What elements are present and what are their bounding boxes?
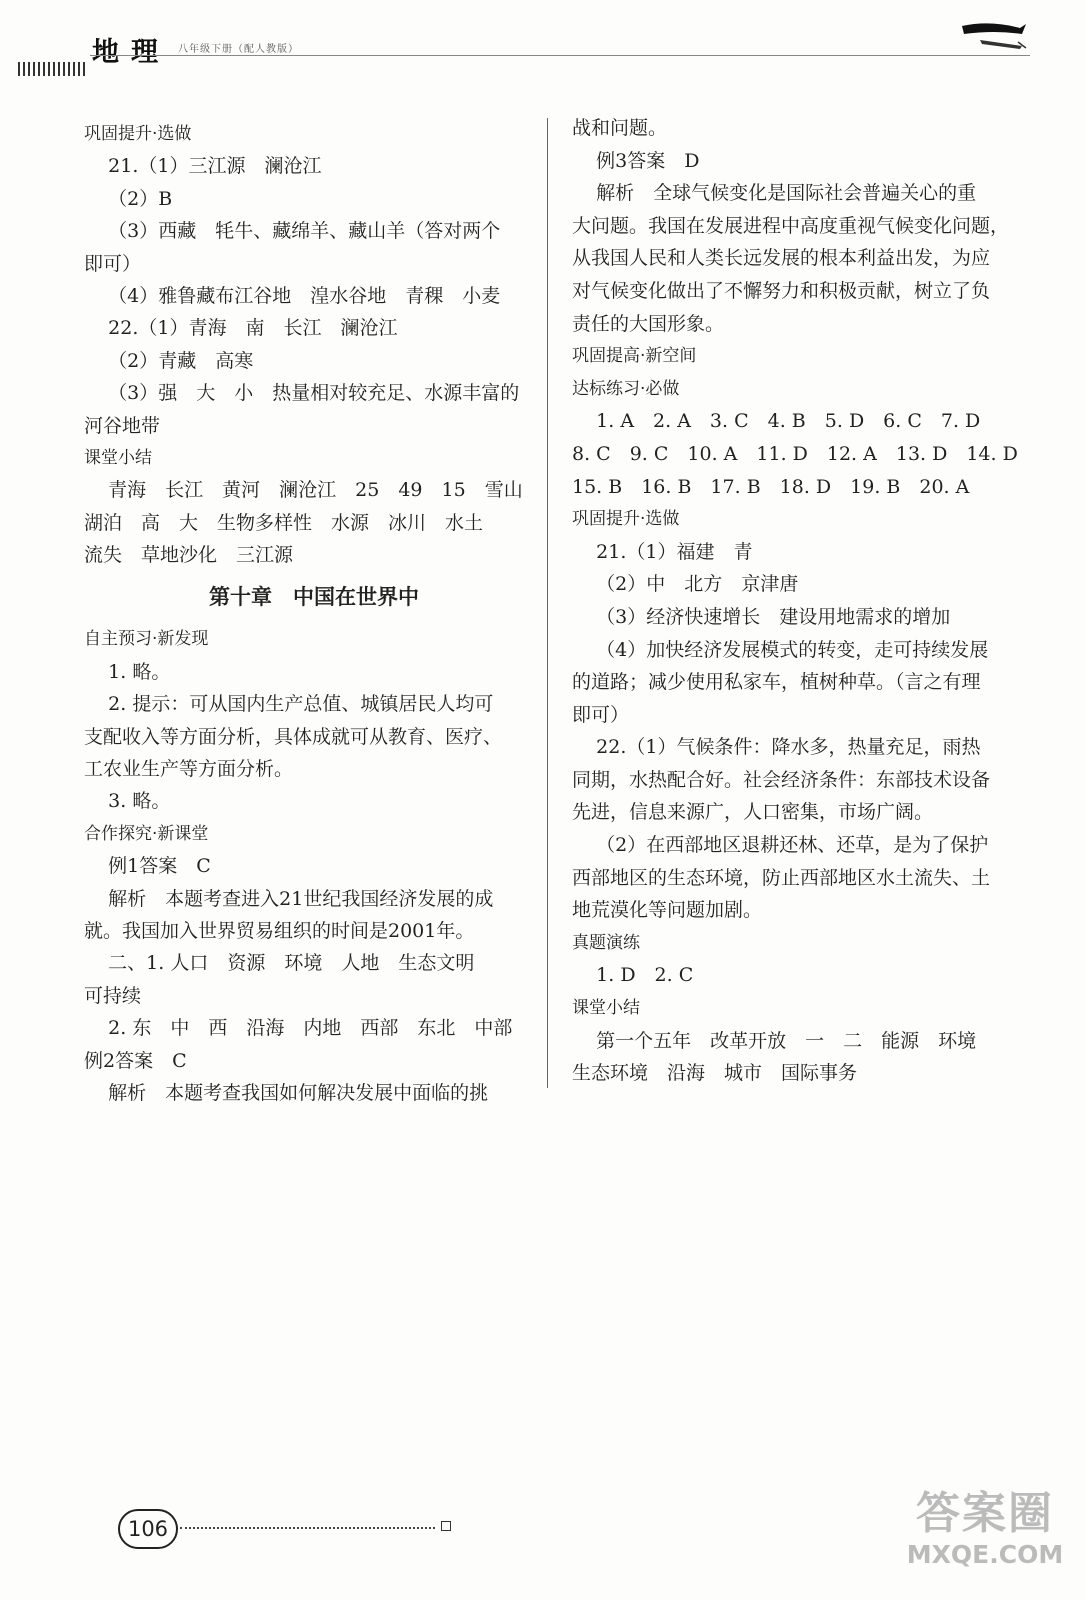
text-line: 2. 东 中 西 沿海 内地 西部 东北 中部 xyxy=(84,1017,513,1040)
column-divider xyxy=(547,118,548,1088)
text-line: 15. B 16. B 17. B 18. D 19. B 20. A xyxy=(572,475,970,498)
text-line: 责任的大国形象。 xyxy=(572,312,725,335)
section-heading: 真题演练 xyxy=(572,932,640,953)
text-line: （2）中 北方 京津唐 xyxy=(572,573,799,596)
text-line: 的道路；减少使用私家车，植树种草。（言之有理 xyxy=(572,671,981,694)
text-line: 同期，水热配合好。社会经济条件：东部技术设备 xyxy=(572,768,991,791)
text-line: 从我国人民和人类长远发展的根本利益出发，为应 xyxy=(572,247,991,270)
text-line: 解析 本题考查我国如何解决发展中面临的挑 xyxy=(84,1081,489,1104)
text-line: 支配收入等方面分析，具体成就可从教育、医疗、 xyxy=(84,725,503,748)
text-line: 西部地区的生态环境，防止西部地区水土流失、土 xyxy=(572,866,991,889)
watermark-url: MXQE.COM xyxy=(906,1540,1064,1569)
section-heading: 课堂小结 xyxy=(84,447,152,468)
footer-dotted-rule xyxy=(180,1527,435,1529)
text-line: 2. 提示：可从国内生产总值、城镇居民人均可 xyxy=(84,693,494,716)
section-heading: 课堂小结 xyxy=(572,998,640,1019)
text-line: 1. A 2. A 3. C 4. B 5. D 6. C 7. D xyxy=(572,410,981,433)
section-heading: 合作探究·新课堂 xyxy=(84,823,209,844)
text-line: 22.（1）气候条件：降水多，热量充足，雨热 xyxy=(572,736,981,759)
text-line: （2）青藏 高寒 xyxy=(84,349,254,372)
left-column xyxy=(84,118,544,1109)
text-line: 即可） xyxy=(572,703,630,726)
text-line: （3）西藏 牦牛、藏绵羊、藏山羊（答对两个 xyxy=(84,220,501,243)
text-line: 地荒漠化等问题加剧。 xyxy=(572,899,763,922)
text-line: 战和问题。 xyxy=(572,117,668,139)
text-line: 第一个五年 改革开放 一 二 能源 环境 xyxy=(572,1029,977,1052)
text-line: 即可） xyxy=(84,252,142,275)
text-line: （4）雅鲁藏布江谷地 湟水谷地 青稞 小麦 xyxy=(84,284,501,307)
text-line: （3）经济快速增长 建设用地需求的增加 xyxy=(572,605,951,628)
text-line: 对气候变化做出了不懈努力和积极贡献，树立了负 xyxy=(572,279,991,302)
barcode-decoration xyxy=(18,62,88,76)
header-title: 地理 xyxy=(92,37,170,68)
text-line: 例2答案 C xyxy=(84,1049,187,1072)
right-column xyxy=(572,112,1042,1090)
header-rule xyxy=(90,55,1030,56)
footer-square-icon xyxy=(441,1521,451,1531)
text-line: 1. 略。 xyxy=(84,660,171,683)
text-line: 3. 略。 xyxy=(84,790,171,813)
corner-decoration-icon xyxy=(960,18,1030,54)
text-line: 例3答案 D xyxy=(572,149,700,172)
text-line: 22.（1）青海 南 长江 澜沧江 xyxy=(84,317,398,340)
text-line: 21.（1）福建 青 xyxy=(572,540,753,563)
text-line: 流失 草地沙化 三江源 xyxy=(84,544,294,567)
text-line: （2）在西部地区退耕还林、还草，是为了保护 xyxy=(572,834,989,857)
page-number: 106 xyxy=(118,1509,178,1549)
text-line: 例1答案 C xyxy=(84,855,211,878)
watermark-logo-text: 答案圈 xyxy=(916,1488,1054,1539)
text-line: 生态环境 沿海 城市 国际事务 xyxy=(572,1062,858,1085)
text-line: （2）B xyxy=(84,187,173,210)
section-heading: 自主预习·新发现 xyxy=(84,629,209,650)
text-line: 可持续 xyxy=(84,984,142,1007)
text-line: 解析 本题考查进入21世纪我国经济发展的成 xyxy=(84,887,494,910)
watermark xyxy=(895,1488,1075,1588)
text-line: 二、1. 人口 资源 环境 人地 生态文明 xyxy=(84,952,475,975)
text-line: 青海 长江 黄河 澜沧江 25 49 15 雪山 xyxy=(84,479,523,502)
text-line: 先进，信息来源广，人口密集，市场广阔。 xyxy=(572,801,934,824)
header-subtitle: 八年级下册（配人教版） xyxy=(178,44,299,55)
text-line: 工农业生产等方面分析。 xyxy=(84,758,294,781)
text-line: 8. C 9. C 10. A 11. D 12. A 13. D 14. D xyxy=(572,442,1018,465)
section-heading: 巩固提升·选做 xyxy=(572,509,680,530)
chapter-heading: 第十章 中国在世界中 xyxy=(209,585,419,610)
text-line: （4）加快经济发展模式的转变，走可持续发展 xyxy=(572,638,989,661)
section-heading: 达标练习·必做 xyxy=(572,378,680,399)
text-line: 大问题。我国在发展进程中高度重视气候变化问题， xyxy=(572,214,1010,237)
text-line: 1. D 2. C xyxy=(572,964,694,987)
section-heading: 巩固提高·新空间 xyxy=(572,346,697,367)
text-line: 河谷地带 xyxy=(84,414,161,437)
text-line: （3）强 大 小 热量相对较充足、水源丰富的 xyxy=(84,382,520,405)
text-line: 21.（1）三江源 澜沧江 xyxy=(84,155,322,178)
section-heading: 巩固提升·选做 xyxy=(84,124,192,144)
text-line: 湖泊 高 大 生物多样性 水源 冰川 水土 xyxy=(84,511,484,534)
text-line: 解析 全球气候变化是国际社会普遍关心的重 xyxy=(572,182,977,205)
text-line: 就。我国加入世界贸易组织的时间是2001年。 xyxy=(84,919,475,942)
